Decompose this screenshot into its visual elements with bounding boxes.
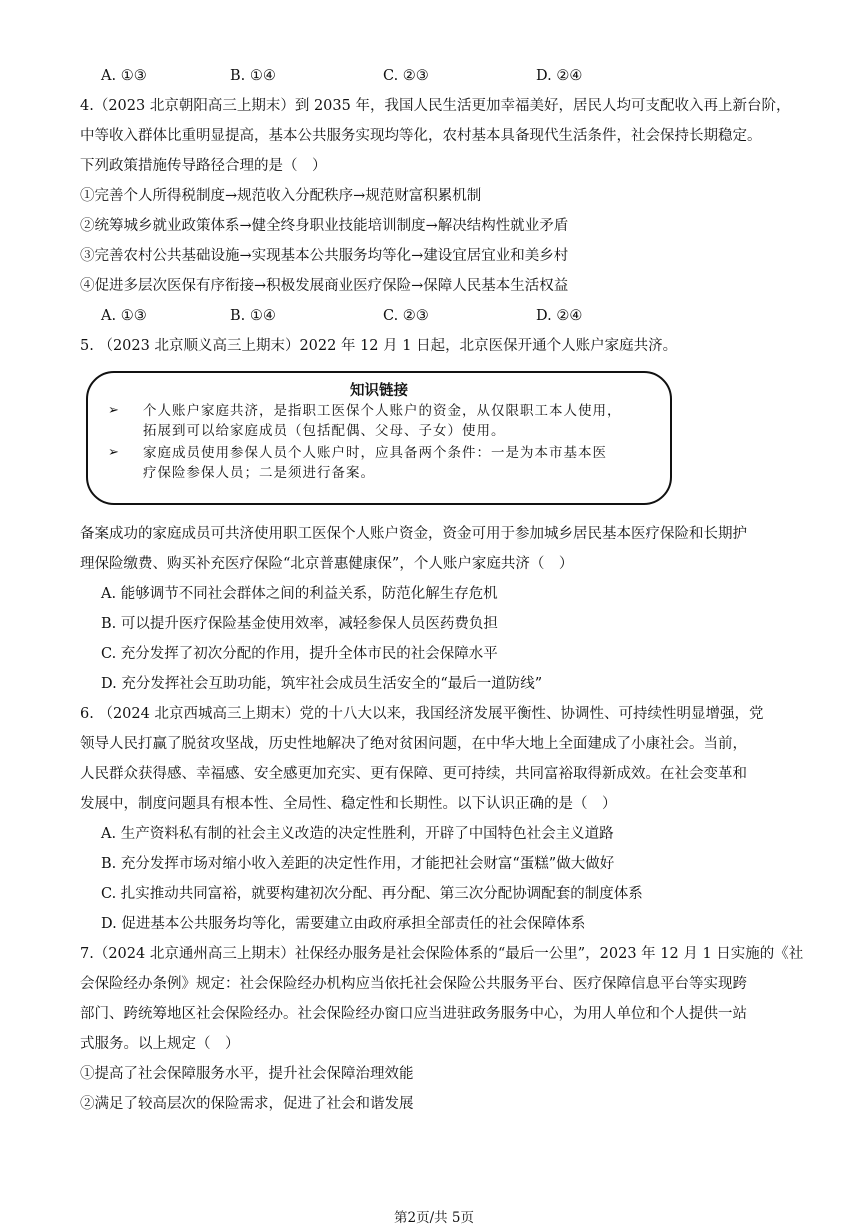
q6-option-a: A. 生产资料私有制的社会主义改造的决定性胜利，开辟了中国特色社会主义道路 [101, 826, 614, 842]
q6-stem-line: 人民群众获得感、幸福感、安全感更加充实、更有保障、更可持续，共同富裕取得新成效。在社会变革和 [80, 766, 747, 782]
q6-stem-line: 领导人民打赢了脱贫攻坚战，历史性地解决了绝对贫困问题，在中华大地上全面建成了小康社会。当前， [80, 736, 747, 752]
q5-option-d: D. 充分发挥社会互助功能，筑牢社会成员生活安全的“最后一道防线” [101, 676, 543, 692]
q7-item: ①提高了社会保障服务水平，提升社会保障治理效能 [80, 1066, 414, 1082]
q7-stem-line: 部门、跨统筹地区社会保险经办。社会保险经办窗口应当进驻政务服务中心，为用人单位和个人提供一站 [80, 1006, 747, 1022]
page-footer: 第2页/共 5页 [393, 1210, 475, 1226]
q4-stem-line: 4.（2023 北京朝阳高三上期末）到 2035 年，我国人民生活更加幸福美好，居民人均可支配收入再上新台阶， [80, 98, 791, 114]
option-a: A. ①③ [101, 68, 147, 84]
option-b: B. ①④ [230, 68, 276, 84]
knowledge-link-box [86, 371, 672, 505]
q6-option-c: C. 扎实推动共同富裕，就要构建初次分配、再分配、第三次分配协调配套的制度体系 [101, 886, 643, 902]
q5-after-line: 理保险缴费、购买补充医疗保险“北京普惠健康保”，个人账户家庭共济（ ） [80, 556, 574, 572]
box-line: 个人账户家庭共济，是指职工医保个人账户的资金，从仅限职工本人使用， [143, 403, 622, 419]
q4-option-d: D. ②④ [536, 308, 583, 324]
box-line: 疗保险参保人员；二是须进行备案。 [143, 465, 375, 481]
q4-item: ④促进多层次医保有序衔接→积极发展商业医疗保险→保障人民基本生活权益 [80, 278, 569, 294]
option-d: D. ②④ [536, 68, 583, 84]
box-line: 家庭成员使用参保人员个人账户时，应具备两个条件：一是为本市基本医 [143, 445, 607, 461]
box-line: 拓展到可以给家庭成员（包括配偶、父母、子女）使用。 [143, 423, 506, 439]
q7-stem-line: 7.（2024 北京通州高三上期末）社保经办服务是社会保险体系的“最后一公里”，2023 年 12 月 1 日实施的《社 [80, 946, 804, 962]
q7-stem-line: 式服务。以上规定（ ） [80, 1036, 240, 1052]
q4-stem-line: 下列政策措施传导路径合理的是（ ） [80, 158, 327, 174]
q4-item: ②统筹城乡就业政策体系→健全终身职业技能培训制度→解决结构性就业矛盾 [80, 218, 569, 234]
q4-option-c: C. ②③ [383, 308, 429, 324]
q5-option-b: B. 可以提升医疗保险基金使用效率，减轻参保人员医药费负担 [101, 616, 498, 632]
q6-option-d: D. 促进基本公共服务均等化，需要建立由政府承担全部责任的社会保障体系 [101, 916, 586, 932]
q6-stem-line: 6. （2024 北京西城高三上期末）党的十八大以来，我国经济发展平衡性、协调性、可持续性明显增强，党 [80, 706, 764, 722]
q5-option-c: C. 充分发挥了初次分配的作用，提升全体市民的社会保障水平 [101, 646, 498, 662]
q5-after-line: 备案成功的家庭成员可共济使用职工医保个人账户资金，资金可用于参加城乡居民基本医疗保险和长期护 [80, 526, 747, 542]
q4-item: ①完善个人所得税制度→规范收入分配秩序→规范财富积累机制 [80, 188, 482, 204]
q7-item: ②满足了较高层次的保险需求，促进了社会和谐发展 [80, 1096, 414, 1112]
option-c: C. ②③ [383, 68, 429, 84]
bullet-arrow-icon: ➢ [108, 403, 119, 418]
bullet-arrow-icon: ➢ [108, 445, 119, 460]
q4-stem-line: 中等收入群体比重明显提高，基本公共服务实现均等化，农村基本具备现代生活条件，社会保持长期稳定。 [80, 128, 762, 144]
q6-stem-line: 发展中，制度问题具有根本性、全局性、稳定性和长期性。以下认识正确的是（ ） [80, 796, 617, 812]
box-title: 知识链接 [350, 383, 408, 399]
q4-option-a: A. ①③ [101, 308, 147, 324]
q5-stem: 5. （2023 北京顺义高三上期末）2022 年 12 月 1 日起，北京医保开通个人账户家庭共济。 [80, 338, 678, 354]
q4-item: ③完善农村公共基础设施→实现基本公共服务均等化→建设宜居宜业和美乡村 [80, 248, 569, 264]
q5-option-a: A. 能够调节不同社会群体之间的利益关系，防范化解生存危机 [101, 586, 498, 602]
q6-option-b: B. 充分发挥市场对缩小收入差距的决定性作用，才能把社会财富“蛋糕”做大做好 [101, 856, 615, 872]
q7-stem-line: 会保险经办条例》规定：社会保险经办机构应当依托社会保险公共服务平台、医疗保障信息平台等实现跨 [80, 976, 747, 992]
q4-option-b: B. ①④ [230, 308, 276, 324]
